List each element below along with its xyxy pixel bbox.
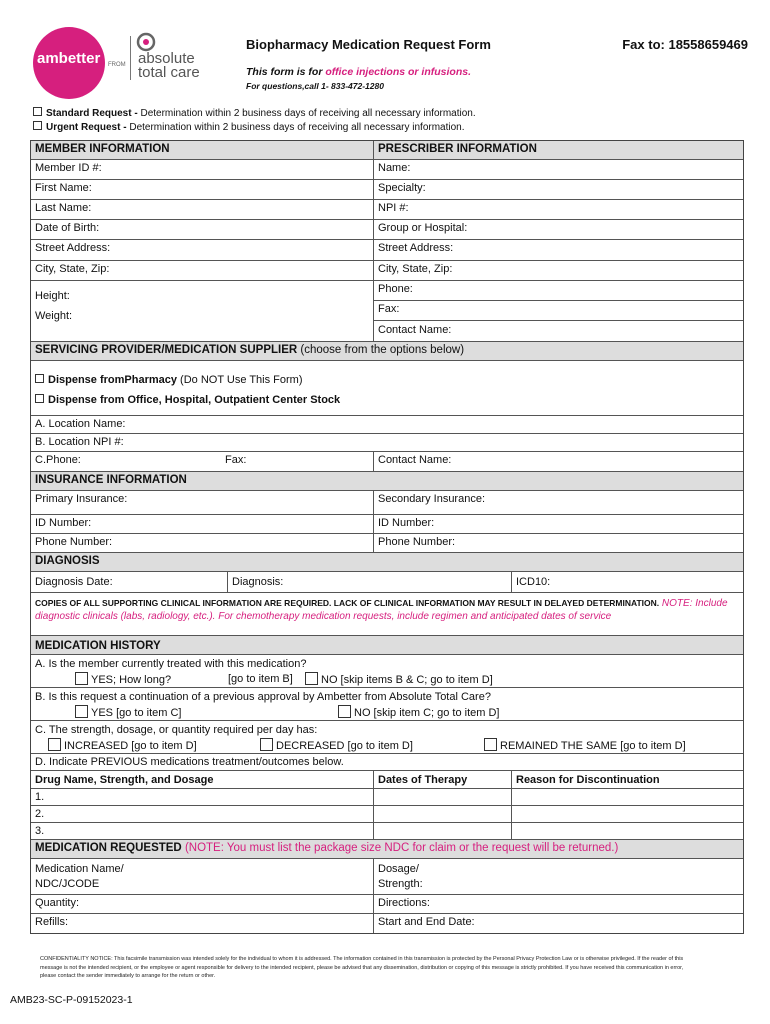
qb-no-option[interactable]: NO [skip item C; go to item D] bbox=[338, 705, 499, 721]
start-end-date-field[interactable]: Start and End Date: bbox=[373, 914, 743, 933]
insurance-heading: INSURANCE INFORMATION bbox=[35, 474, 187, 486]
primary-insurance-field[interactable]: Primary Insurance: bbox=[35, 493, 128, 505]
member-id-field[interactable]: Member ID #: bbox=[35, 162, 102, 174]
qa-no-option[interactable]: NO [skip items B & C; go to item D] bbox=[305, 672, 493, 688]
phone-field[interactable]: Phone: bbox=[374, 281, 743, 301]
ambetter-logo-text: ambetter bbox=[37, 50, 101, 67]
fax-field[interactable]: Fax: bbox=[374, 301, 743, 321]
quantity-field[interactable]: Quantity: bbox=[35, 897, 80, 909]
checkbox[interactable] bbox=[305, 672, 318, 685]
request-form-table bbox=[30, 140, 744, 934]
dispense-options bbox=[31, 361, 743, 416]
form-row bbox=[31, 491, 743, 515]
directions-field[interactable]: Directions: bbox=[373, 895, 743, 913]
history-table-header bbox=[31, 771, 743, 789]
urgent-request-option[interactable]: Urgent Request - Determination within 2 business days of receiving all necessary information. bbox=[33, 121, 465, 133]
checkbox[interactable] bbox=[48, 738, 61, 751]
form-row bbox=[31, 434, 743, 452]
history-dates-cell[interactable] bbox=[373, 823, 511, 839]
form-row bbox=[31, 261, 743, 281]
clinical-info-notice: COPIES OF ALL SUPPORTING CLINICAL INFORMATION ARE REQUIRED. LACK OF CLINICAL INFORMATION MAY RESULT IN DELAYED DETERMINATION. NOTE: Include diagnostic clinicals (labs, radiology, etc.). For chemotherapy medication requests, include regimen and anticipated dates of service bbox=[31, 593, 743, 636]
location-npi-field[interactable]: B. Location NPI #: bbox=[35, 436, 124, 448]
requested-header: MEDICATION REQUESTED (NOTE: You must list the package size NDC for claim or the request will be returned.) bbox=[31, 840, 743, 859]
location-name-field[interactable]: A. Location Name: bbox=[35, 418, 126, 430]
form-subtitle: This form is for office injections or infusions. bbox=[246, 66, 472, 78]
dispense-pharmacy-option[interactable]: Dispense fromPharmacy (Do NOT Use This Form) bbox=[35, 370, 739, 390]
group-hospital-field[interactable]: Group or Hospital: bbox=[373, 220, 743, 239]
checkbox[interactable] bbox=[75, 672, 88, 685]
prescriber-contact-fields bbox=[373, 281, 743, 341]
form-row bbox=[31, 200, 743, 220]
qc-same-option[interactable]: REMAINED THE SAME [go to item D] bbox=[484, 738, 686, 754]
logo-from-text: FROM bbox=[108, 62, 126, 68]
diagnosis-heading: DIAGNOSIS bbox=[35, 555, 100, 567]
history-row-1[interactable]: 1. bbox=[35, 791, 45, 803]
col-dates-therapy: Dates of Therapy bbox=[373, 771, 511, 788]
history-reason-cell[interactable] bbox=[511, 823, 743, 839]
questions-phone: For questions,call 1- 833-472-1280 bbox=[246, 81, 384, 91]
history-reason-cell[interactable] bbox=[511, 789, 743, 805]
form-row bbox=[31, 220, 743, 240]
specialty-field[interactable]: Specialty: bbox=[373, 180, 743, 199]
checkbox[interactable] bbox=[75, 705, 88, 718]
height-weight-fields[interactable]: Height: Weight: bbox=[35, 290, 73, 322]
member-street-field[interactable]: Street Address: bbox=[35, 242, 111, 254]
diagnosis-header bbox=[31, 553, 743, 572]
checkbox[interactable] bbox=[33, 107, 42, 116]
table-row bbox=[31, 823, 743, 840]
form-row bbox=[31, 240, 743, 261]
checkbox[interactable] bbox=[35, 374, 44, 383]
member-prescriber-header bbox=[31, 141, 743, 160]
icd10-field[interactable]: ICD10: bbox=[511, 572, 743, 592]
secondary-id-field[interactable]: ID Number: bbox=[373, 515, 743, 533]
location-fax-field[interactable]: Fax: bbox=[225, 454, 247, 466]
form-row bbox=[31, 859, 743, 895]
refills-field[interactable]: Refills: bbox=[35, 916, 69, 928]
diagnosis-field[interactable]: Diagnosis: bbox=[227, 572, 511, 592]
form-row bbox=[31, 572, 743, 593]
checkbox[interactable] bbox=[260, 738, 273, 751]
checkbox[interactable] bbox=[484, 738, 497, 751]
prescriber-city-field[interactable]: City, State, Zip: bbox=[373, 261, 743, 280]
npi-field[interactable]: NPI #: bbox=[373, 200, 743, 219]
confidentiality-notice: CONFIDENTIALITY NOTICE: This facsimile transmission was intended solely for the individual to whom it is addressed. The information contained in this transmission is protected by the Personal Privacy Protection Law or is otherwise privileged. If the reader of this message is not the intended recipient, or the employee or agent responsible for delivery to the intended recipient, please be advised that any dissemination, distribution or copying of this message is strictly prohibited. If you have received this communication in error, please contact the sender immediately to arrange for the return or other. bbox=[40, 956, 684, 979]
history-row-3[interactable]: 3. bbox=[35, 825, 45, 837]
history-header bbox=[31, 636, 743, 655]
servicing-header: SERVICING PROVIDER/MEDICATION SUPPLIER (choose from the options below) bbox=[31, 342, 743, 361]
qa-goto-text: [go to item B] bbox=[228, 673, 293, 685]
absolute-total-care-logo-text: absolute total care bbox=[138, 50, 200, 81]
form-code: AMB23-SC-P-09152023-1 bbox=[10, 994, 133, 1006]
form-row bbox=[31, 534, 743, 553]
medication-name-field[interactable]: Medication Name/ NDC/JCODE bbox=[35, 863, 124, 890]
question-d-text: D. Indicate PREVIOUS medications treatment/outcomes below. bbox=[35, 756, 344, 768]
history-dates-cell[interactable] bbox=[373, 806, 511, 822]
checkbox[interactable] bbox=[338, 705, 351, 718]
question-d bbox=[31, 754, 743, 771]
diagnosis-date-field[interactable]: Diagnosis Date: bbox=[35, 576, 113, 588]
question-a bbox=[31, 655, 743, 688]
question-b bbox=[31, 688, 743, 721]
absolute-total-care-icon bbox=[136, 32, 156, 52]
logo-divider bbox=[130, 36, 131, 80]
insurance-header bbox=[31, 472, 743, 491]
form-row bbox=[31, 452, 743, 472]
form-row bbox=[31, 515, 743, 534]
checkbox[interactable] bbox=[35, 394, 44, 403]
col-reason: Reason for Discontinuation bbox=[511, 771, 743, 788]
history-heading: MEDICATION HISTORY bbox=[35, 640, 161, 652]
history-reason-cell[interactable] bbox=[511, 806, 743, 822]
form-row bbox=[31, 180, 743, 200]
history-dates-cell[interactable] bbox=[373, 789, 511, 805]
history-row-2[interactable]: 2. bbox=[35, 808, 45, 820]
standard-request-option[interactable]: Standard Request - Determination within 2 business days of receiving all necessary information. bbox=[33, 107, 476, 119]
col-drug-name: Drug Name, Strength, and Dosage bbox=[35, 774, 214, 786]
table-row bbox=[31, 806, 743, 823]
form-title: Biopharmacy Medication Request Form bbox=[246, 37, 491, 52]
dosage-strength-field[interactable]: Dosage/ Strength: bbox=[373, 859, 743, 894]
qc-decreased-option[interactable]: DECREASED [go to item D] bbox=[260, 738, 413, 754]
last-name-field[interactable]: Last Name: bbox=[35, 202, 92, 214]
prescriber-name-field[interactable]: Name: bbox=[373, 160, 743, 179]
location-contact-field[interactable]: Contact Name: bbox=[373, 452, 743, 471]
form-row bbox=[31, 281, 743, 342]
location-phone-field[interactable]: C.Phone: bbox=[35, 454, 81, 466]
form-row bbox=[31, 160, 743, 180]
form-row bbox=[31, 416, 743, 434]
primary-phone-field[interactable]: Phone Number: bbox=[35, 536, 113, 548]
member-city-field[interactable]: City, State, Zip: bbox=[35, 263, 110, 275]
table-row bbox=[31, 789, 743, 806]
question-c bbox=[31, 721, 743, 754]
servicing-heading: SERVICING PROVIDER/MEDICATION SUPPLIER bbox=[35, 344, 298, 356]
member-info-heading: MEMBER INFORMATION bbox=[35, 143, 170, 155]
question-a-text: A. Is the member currently treated with this medication? bbox=[35, 658, 307, 670]
question-c-text: C. The strength, dosage, or quantity required per day has: bbox=[35, 724, 318, 736]
question-b-text: B. Is this request a continuation of a previous approval by Ambetter from Absolute Total Care? bbox=[35, 691, 491, 703]
qc-increased-option[interactable]: INCREASED [go to item D] bbox=[48, 738, 197, 754]
secondary-insurance-field[interactable]: Secondary Insurance: bbox=[373, 491, 743, 514]
dob-field[interactable]: Date of Birth: bbox=[35, 222, 100, 234]
form-row bbox=[31, 914, 743, 933]
secondary-phone-field[interactable]: Phone Number: bbox=[373, 534, 743, 552]
primary-id-field[interactable]: ID Number: bbox=[35, 517, 92, 529]
first-name-field[interactable]: First Name: bbox=[35, 182, 92, 194]
fax-number: Fax to: 18558659469 bbox=[622, 37, 748, 52]
prescriber-street-field[interactable]: Street Address: bbox=[373, 240, 743, 260]
contact-name-field[interactable]: Contact Name: bbox=[378, 324, 452, 336]
prescriber-info-heading: PRESCRIBER INFORMATION bbox=[373, 141, 743, 159]
qa-yes-option[interactable]: YES; How long? bbox=[75, 672, 171, 688]
dispense-office-option[interactable]: Dispense from Office, Hospital, Outpatient Center Stock bbox=[35, 390, 739, 410]
form-row bbox=[31, 895, 743, 914]
qb-yes-option[interactable]: YES [go to item C] bbox=[75, 705, 181, 721]
requested-heading: MEDICATION REQUESTED bbox=[35, 842, 182, 854]
checkbox[interactable] bbox=[33, 121, 42, 130]
